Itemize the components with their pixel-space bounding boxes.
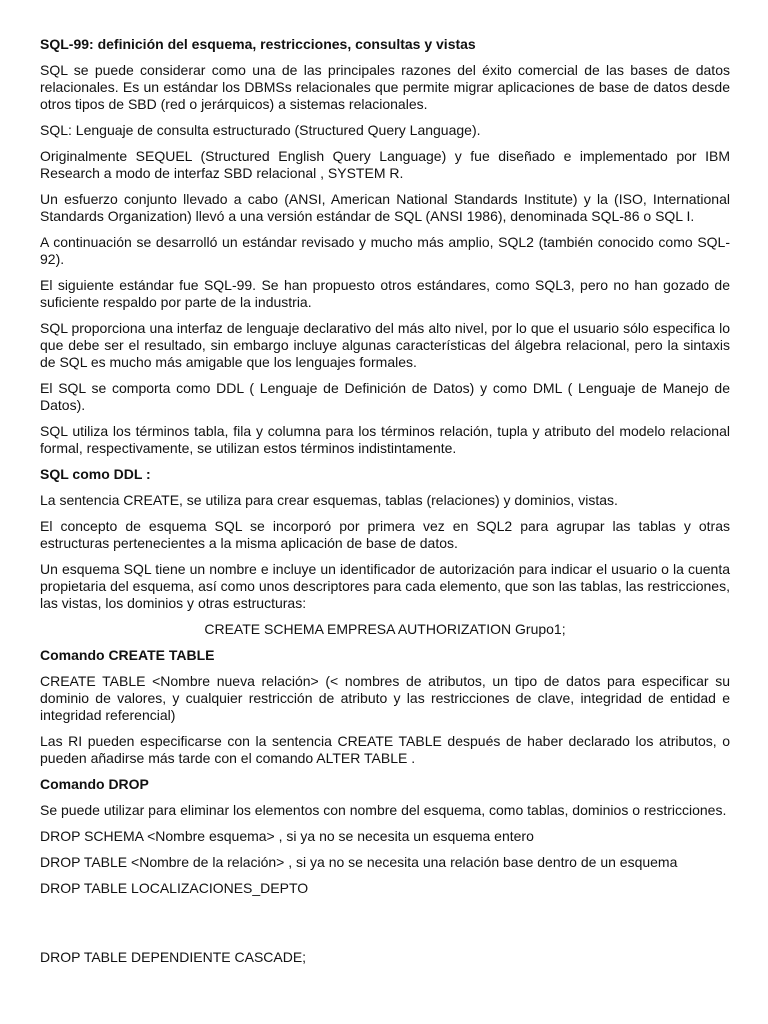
code-drop-schema: DROP SCHEMA <Nombre esquema> , si ya no se necesita un esquema entero: [40, 828, 534, 844]
paragraph-drop: Se puede utilizar para eliminar los elementos con nombre del esquema, como tablas, dominios o restricciones.: [40, 802, 727, 818]
document-title: SQL-99: definición del esquema, restricciones, consultas y vistas: [40, 36, 476, 52]
blank-gap: [40, 906, 730, 949]
code-drop-table: DROP TABLE <Nombre de la relación> , si ya no se necesita una relación base dentro de un esquema: [40, 854, 678, 870]
section-heading-sql-ddl: SQL como DDL :: [40, 466, 151, 482]
code-drop-localizaciones: DROP TABLE LOCALIZACIONES_DEPTO: [40, 880, 309, 896]
paragraph-sql99: El siguiente estándar fue SQL-99. Se han propuesto otros estándares, como SQL3, pero no han gozado de suficiente respaldo por parte de la industria.: [40, 277, 730, 310]
paragraph-create: La sentencia CREATE, se utiliza para crear esquemas, tablas (relaciones) y dominios, vistas.: [40, 492, 618, 508]
section-heading-drop: Comando DROP: [40, 776, 149, 792]
paragraph-schema-name: Un esquema SQL tiene un nombre e incluye un identificador de autorización para indicar el usuario o la cuenta propietaria del esquema, así como unos descriptores para cada elemento, que son las tablas, las restricciones, las vistas, los dominios y otras estructuras:: [40, 561, 730, 611]
paragraph-sql-definition: SQL: Lenguaje de consulta estructurado (Structured Query Language).: [40, 122, 481, 138]
paragraph-sequel: Originalmente SEQUEL (Structured English Query Language) y fue diseñado e implementado por IBM Research a modo de interfaz SBD relacional , SYSTEM R.: [40, 148, 730, 181]
document-page: [40, 36, 730, 975]
code-create-schema: CREATE SCHEMA EMPRESA AUTHORIZATION Grupo1;: [204, 621, 566, 637]
paragraph-terms: SQL utiliza los términos tabla, fila y columna para los términos relación, tupla y atributo del modelo relacional formal, respectivamente, se utilizan estos términos indistintamente.: [40, 423, 730, 456]
paragraph-ddl-dml: El SQL se comporta como DDL ( Lenguaje de Definición de Datos) y como DML ( Lenguaje de Manejo de Datos).: [40, 380, 730, 413]
paragraph-schema-concept: El concepto de esquema SQL se incorporó por primera vez en SQL2 para agrupar las tablas y otras estructuras pertenecientes a la misma aplicación de base de datos.: [40, 518, 730, 551]
paragraph-ri: Las RI pueden especificarse con la sentencia CREATE TABLE después de haber declarado los atributos, o pueden añadirse más tarde con el comando ALTER TABLE .: [40, 733, 730, 766]
paragraph-sql2: A continuación se desarrolló un estándar revisado y mucho más amplio, SQL2 (también conocido como SQL-92).: [40, 234, 730, 267]
paragraph-ansi-iso: Un esfuerzo conjunto llevado a cabo (ANSI, American National Standards Institute) y la (ISO, International Standards Organization) llevó a una versión estándar de SQL (ANSI 1986), denominada SQL-86 o SQL I.: [40, 191, 730, 224]
code-drop-dependiente: DROP TABLE DEPENDIENTE CASCADE;: [40, 949, 307, 965]
section-heading-create-table: Comando CREATE TABLE: [40, 647, 215, 663]
paragraph-create-table: CREATE TABLE <Nombre nueva relación> (< nombres de atributos, un tipo de datos para especificar su dominio de valores, y cualquier restricción de atributo y las restricciones de clave, integridad de entidad e integridad referencial): [40, 673, 730, 723]
paragraph-declarative: SQL proporciona una interfaz de lenguaje declarativo del más alto nivel, por lo que el usuario sólo especifica lo que debe ser el resultado, sin embargo incluye algunas características del álgebra relacional, pero la sintaxis de SQL es mucho más amigable que los lenguajes formales.: [40, 320, 730, 370]
paragraph-intro: SQL se puede considerar como una de las principales razones del éxito comercial de las bases de datos relacionales. Es un estándar los DBMSs relacionales que permite migrar aplicaciones de base de datos desde otros tipos de SBD (red o jerárquicos) a sistemas relacionales.: [40, 62, 730, 112]
